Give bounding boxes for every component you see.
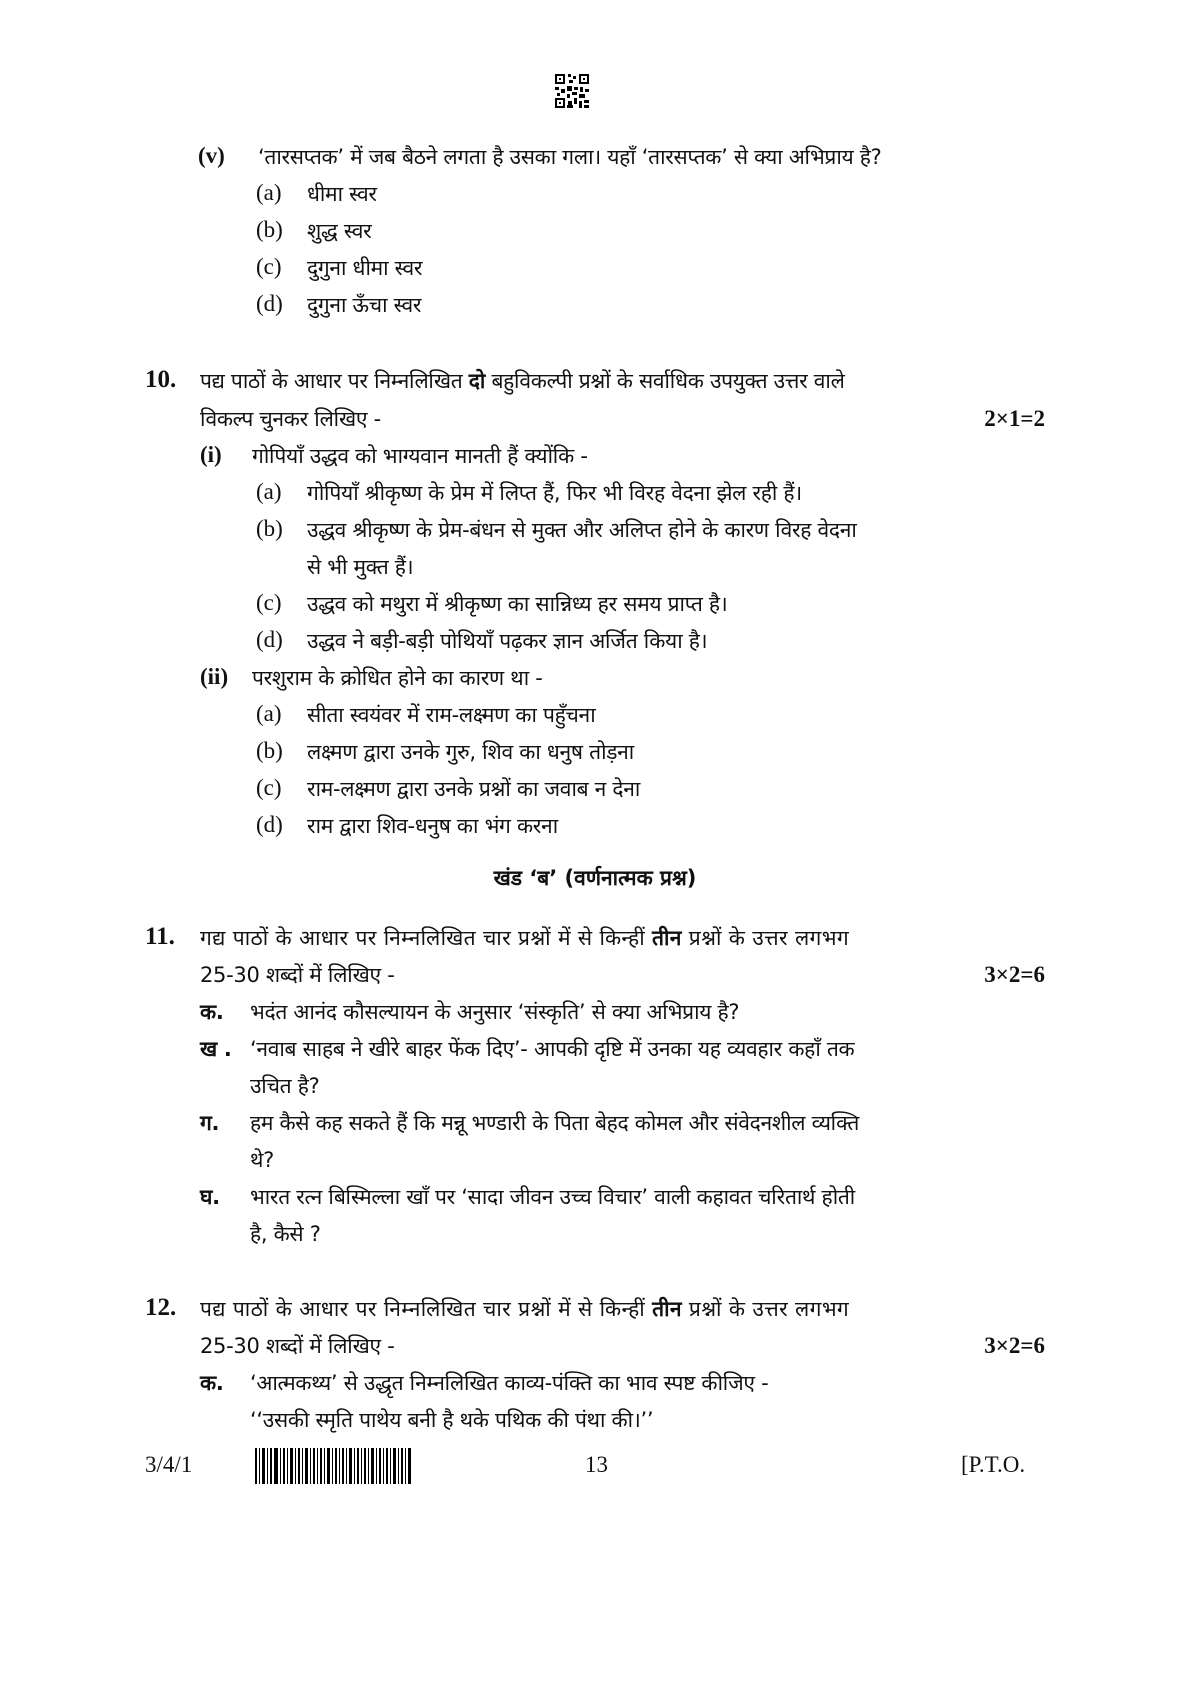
qr-code-icon xyxy=(555,74,589,108)
pto-label: [P.T.O. xyxy=(961,1452,1026,1477)
question-number: 11. xyxy=(145,923,175,950)
item-text: ‘नवाब साहब ने खीरे बाहर फेंक दिए’- आपकी दृष्टि में उनका यह व्यवहार कहाँ तक xyxy=(250,1037,855,1061)
option-text: धीमा स्वर xyxy=(307,182,377,206)
question-text xyxy=(200,367,845,395)
item-label: घ. xyxy=(200,1185,220,1209)
question-text-part: प्रश्नों के उत्तर लगभग xyxy=(681,926,849,950)
question-emphasis: तीन xyxy=(652,926,682,950)
marks: 3×2=6 xyxy=(984,962,1045,987)
sub-question-label: (ii) xyxy=(200,664,229,689)
option-label: (a) xyxy=(256,180,282,205)
question-text-part: बहुविकल्पी प्रश्नों के सर्वाधिक उपयुक्त उत्तर वाले xyxy=(485,369,845,393)
item-text: ‘आत्मकथ्य’ से उद्धृत निम्नलिखित काव्य-पंक्ति का भाव स्पष्ट कीजिए - xyxy=(250,1371,769,1395)
item-label: क. xyxy=(200,1371,224,1395)
question-number: 12. xyxy=(145,1294,177,1321)
question-text-part: गद्य पाठों के आधार पर निम्नलिखित चार प्रश्नों में से किन्हीं xyxy=(200,926,653,950)
question-text-line2: विकल्प चुनकर लिखिए - xyxy=(200,407,381,431)
option-text: लक्ष्मण द्वारा उनके गुरु, शिव का धनुष तोड़ना xyxy=(307,740,634,764)
option-label: (b) xyxy=(256,738,283,763)
question-text xyxy=(200,924,849,952)
option-label: (d) xyxy=(256,812,283,837)
option-label: (b) xyxy=(256,516,283,541)
option-label: (d) xyxy=(256,627,283,652)
sub-question-text: ‘तारसप्तक’ में जब बैठने लगता है उसका गला। यहाँ ‘तारसप्तक’ से क्या अभिप्राय है? xyxy=(258,145,882,169)
item-text-line2: है, कैसे ? xyxy=(250,1222,321,1246)
question-text-part: पद्य पाठों के आधार पर निम्नलिखित xyxy=(200,369,469,393)
question-emphasis: तीन xyxy=(652,1297,682,1321)
option-label: (c) xyxy=(256,590,282,615)
item-text-line2: थे? xyxy=(250,1148,274,1172)
item-text: हम कैसे कह सकते हैं कि मन्नू भण्डारी के पिता बेहद कोमल और संवेदनशील व्यक्ति xyxy=(250,1111,860,1135)
option-text: गोपियाँ श्रीकृष्ण के प्रेम में लिप्त हैं, फिर भी विरह वेदना झेल रही हैं। xyxy=(307,481,802,505)
option-label: (c) xyxy=(256,254,282,279)
item-text-line2: उचित है? xyxy=(250,1074,320,1098)
page-number: 13 xyxy=(585,1452,608,1477)
question-text-part: प्रश्नों के उत्तर लगभग xyxy=(681,1297,850,1321)
question-text-line2: 25-30 शब्दों में लिखिए - xyxy=(200,1334,395,1358)
item-quote: ‘‘उसकी स्मृति पाथेय बनी है थके पथिक की पंथा की।’’ xyxy=(250,1408,654,1432)
barcode-icon xyxy=(255,1448,411,1484)
option-text: सीता स्वयंवर में राम-लक्ष्मण का पहुँचना xyxy=(307,703,596,727)
question-text-line2: 25-30 शब्दों में लिखिए - xyxy=(200,963,395,987)
marks: 3×2=6 xyxy=(984,1333,1045,1358)
question-emphasis: दो xyxy=(468,369,486,393)
option-label: (d) xyxy=(256,291,283,316)
option-text: राम-लक्ष्मण द्वारा उनके प्रश्नों का जवाब न देना xyxy=(307,777,641,801)
option-text: उद्धव को मथुरा में श्रीकृष्ण का सान्निध्य हर समय प्राप्त है। xyxy=(307,592,728,616)
option-text: दुगुना ऊँचा स्वर xyxy=(307,293,422,317)
item-label: ख . xyxy=(200,1037,232,1061)
sub-question-label: (i) xyxy=(200,442,222,467)
question-text xyxy=(200,1295,849,1323)
item-label: क. xyxy=(200,1000,224,1024)
item-label: ग. xyxy=(200,1111,220,1135)
section-heading: खंड ‘ब’ (वर्णनात्मक प्रश्न) xyxy=(493,866,697,890)
option-label: (b) xyxy=(256,217,283,242)
sub-question-label: (v) xyxy=(198,143,225,168)
question-number: 10. xyxy=(145,366,177,393)
marks: 2×1=2 xyxy=(984,406,1045,431)
option-label: (a) xyxy=(256,479,282,504)
item-text: भारत रत्न बिस्मिल्ला खाँ पर ‘सादा जीवन उच्च विचार’ वाली कहावत चरितार्थ होती xyxy=(250,1185,855,1209)
sub-question-text: गोपियाँ उद्धव को भाग्यवान मानती हैं क्योंकि - xyxy=(252,444,588,468)
option-text: शुद्ध स्वर xyxy=(307,219,372,243)
sub-question-text: परशुराम के क्रोधित होने का कारण था - xyxy=(252,666,543,690)
option-text: उद्धव ने बड़ी-बड़ी पोथियाँ पढ़कर ज्ञान अर्जित किया है। xyxy=(307,629,708,653)
paper-code: 3/4/1 xyxy=(145,1452,193,1477)
option-text: उद्धव श्रीकृष्ण के प्रेम-बंधन से मुक्त और अलिप्त होने के कारण विरह वेदना xyxy=(307,518,857,542)
option-text-line2: से भी मुक्त हैं। xyxy=(307,555,414,579)
option-label: (c) xyxy=(256,775,282,800)
option-label: (a) xyxy=(256,701,282,726)
option-text: राम द्वारा शिव-धनुष का भंग करना xyxy=(307,814,558,838)
question-text-part: पद्य पाठों के आधार पर निम्नलिखित चार प्रश्नों में से किन्हीं xyxy=(200,1297,653,1321)
item-text: भदंत आनंद कौसल्यायन के अनुसार ‘संस्कृति’ से क्या अभिप्राय है? xyxy=(250,1000,740,1024)
option-text: दुगुना धीमा स्वर xyxy=(307,256,423,280)
